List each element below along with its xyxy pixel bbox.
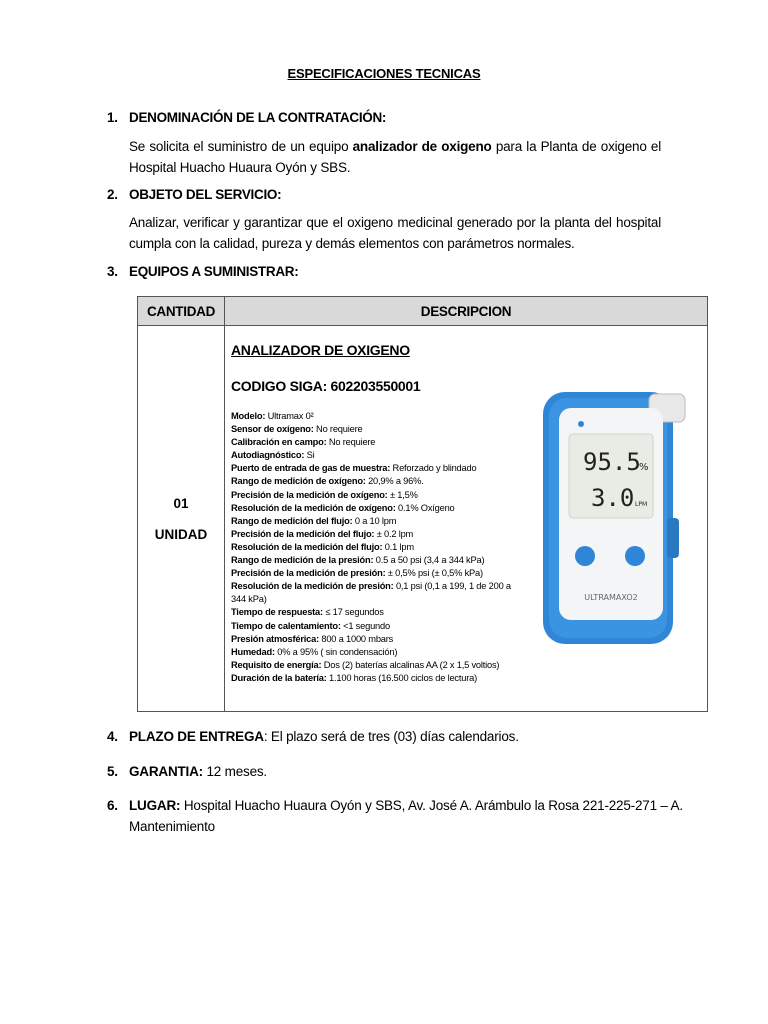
spec-line bbox=[231, 462, 521, 475]
spec-list bbox=[231, 410, 521, 685]
oxygen-analyzer-image bbox=[539, 388, 691, 648]
quantity-value: 01 bbox=[173, 495, 189, 511]
spec-key: Precisión de la medición de oxígeno: bbox=[231, 489, 388, 500]
spec-value: Dos (2) baterías alcalinas AA (2 x 1,5 voltios) bbox=[321, 659, 500, 670]
item-number: 4. bbox=[107, 729, 118, 744]
spec-value: 0.1% Oxígeno bbox=[395, 502, 455, 513]
section-1-heading bbox=[107, 110, 386, 125]
spec-line bbox=[231, 436, 521, 449]
spec-value: 0 a 10 lpm bbox=[352, 515, 397, 526]
spec-line bbox=[231, 541, 521, 554]
item-label: LUGAR: bbox=[129, 798, 181, 813]
spec-value: No requiere bbox=[313, 424, 363, 435]
spec-key: Calibración en campo: bbox=[231, 437, 327, 448]
spec-value: ± 0,5% psi (± 0,5% kPa) bbox=[385, 568, 483, 579]
spec-key: Rango de medición del flujo: bbox=[231, 515, 353, 526]
spec-value: 0.1 lpm bbox=[382, 541, 414, 552]
quantity-cell bbox=[138, 326, 225, 712]
item-number: 6. bbox=[107, 798, 118, 813]
spec-line bbox=[231, 423, 521, 436]
spec-key: Puerto de entrada de gas de muestra: bbox=[231, 463, 391, 474]
spec-key: Resolución de la medición de presión: bbox=[231, 581, 394, 592]
section-3-heading bbox=[107, 264, 298, 279]
section-number: 1. bbox=[107, 110, 118, 125]
item-text: : El plazo será de tres (03) días calendarios. bbox=[263, 729, 519, 744]
section-2-heading bbox=[107, 187, 281, 202]
column-header-cantidad: CANTIDAD bbox=[138, 297, 225, 326]
product-title: ANALIZADOR DE OXIGENO bbox=[231, 342, 410, 358]
spec-line bbox=[231, 672, 521, 685]
spec-line bbox=[231, 475, 521, 488]
lcd-unit-top: % bbox=[639, 462, 649, 473]
section-number: 2. bbox=[107, 187, 118, 202]
quantity-unit: UNIDAD bbox=[154, 526, 208, 542]
section-number: 3. bbox=[107, 264, 118, 279]
spec-line bbox=[231, 410, 521, 423]
para-bold-text: analizador de oxigeno bbox=[352, 139, 492, 154]
brand-label: ULTRAMAXO2 bbox=[584, 593, 638, 602]
spec-key: Rango de medición de la presión: bbox=[231, 555, 374, 566]
spec-value: 0,1 psi (0,1 a 199, 1 de 200 a 344 kPa) bbox=[231, 581, 511, 605]
spec-line bbox=[231, 659, 521, 672]
spec-value: 0% a 95% ( sin condensación) bbox=[274, 646, 398, 657]
spec-key: Precisión de la medición de presión: bbox=[231, 568, 386, 579]
spec-value: Reforzado y blindado bbox=[390, 463, 477, 474]
spec-key: Rango de medición de oxígeno: bbox=[231, 476, 366, 487]
item-label: GARANTIA: bbox=[129, 764, 203, 779]
spec-key: Duración de la batería: bbox=[231, 672, 327, 683]
lcd-reading-bottom: 3.0 bbox=[591, 484, 635, 512]
section-title: DENOMINACIÓN DE LA CONTRATACIÓN: bbox=[129, 110, 387, 125]
spec-value: 1.100 horas (16.500 ciclos de lectura) bbox=[326, 672, 477, 683]
description-cell bbox=[225, 326, 708, 712]
spec-line bbox=[231, 489, 521, 502]
item-5 bbox=[107, 764, 267, 779]
item-6 bbox=[107, 798, 683, 813]
spec-value: 20,9% a 96%. bbox=[365, 476, 424, 487]
spec-line bbox=[231, 567, 521, 580]
side-connector bbox=[667, 518, 679, 558]
spec-key: Presión atmosférica: bbox=[231, 633, 319, 644]
spec-value: Si bbox=[304, 450, 315, 461]
brand-logo-icon bbox=[578, 421, 584, 427]
lcd-unit-bottom: LPM bbox=[635, 501, 648, 508]
section-2-paragraph: Analizar, verificar y garantizar que el oxigeno medicinal generado por la planta del hospital cumpla con la calidad, pureza y demás elementos con parámetros normales. bbox=[129, 215, 661, 251]
para-text: Se solicita el suministro de un equipo bbox=[129, 139, 353, 154]
spec-key: Resolución de la medición del flujo: bbox=[231, 541, 383, 552]
spec-key: Humedad: bbox=[231, 646, 275, 657]
spec-value: ± 1,5% bbox=[387, 489, 418, 500]
spec-line bbox=[231, 633, 521, 646]
spec-line bbox=[231, 620, 521, 633]
spec-line bbox=[231, 502, 521, 515]
mode-button[interactable] bbox=[575, 546, 595, 566]
spec-key: Resolución de la medición de oxígeno: bbox=[231, 502, 396, 513]
item-text: 12 meses. bbox=[202, 764, 267, 779]
document-title: ESPECIFICACIONES TECNICAS bbox=[287, 66, 481, 81]
spec-value: 0.5 a 50 psi (3,4 a 344 kPa) bbox=[373, 555, 485, 566]
spec-value: 800 a 1000 mbars bbox=[318, 633, 394, 644]
section-title: OBJETO DEL SERVICIO: bbox=[129, 187, 282, 202]
spec-line bbox=[231, 449, 521, 462]
section-title: EQUIPOS A SUMINISTRAR: bbox=[129, 264, 299, 279]
spec-line bbox=[231, 554, 521, 567]
section-1-paragraph bbox=[129, 136, 661, 178]
spec-value: <1 segundo bbox=[340, 620, 390, 631]
spec-value: ≤ 17 segundos bbox=[322, 607, 384, 618]
spec-key: Precisión de la medición del flujo: bbox=[231, 528, 375, 539]
spec-key: Tiempo de calentamiento: bbox=[231, 620, 341, 631]
spec-line bbox=[231, 646, 521, 659]
spec-key: Sensor de oxígeno: bbox=[231, 424, 314, 435]
power-button[interactable] bbox=[625, 546, 645, 566]
spec-key: Tiempo de respuesta: bbox=[231, 607, 323, 618]
lcd-reading-top: 95.5 bbox=[583, 448, 641, 476]
product-code: CODIGO SIGA: 602203550001 bbox=[231, 378, 421, 394]
item-6-continuation: Mantenimiento bbox=[129, 819, 215, 834]
item-label: PLAZO DE ENTREGA bbox=[129, 729, 264, 744]
spec-line bbox=[231, 515, 521, 528]
spec-value: ± 0.2 lpm bbox=[374, 528, 414, 539]
spec-key: Modelo: bbox=[231, 411, 266, 421]
spec-line bbox=[231, 580, 521, 606]
spec-key: Requisito de energía: bbox=[231, 659, 322, 670]
item-4 bbox=[107, 729, 519, 744]
spec-value: No requiere bbox=[326, 437, 376, 448]
column-header-descripcion: DESCRIPCION bbox=[225, 297, 708, 326]
item-text: Hospital Huacho Huaura Oyón y SBS, Av. José A. Arámbulo la Rosa 221-225-271 – A. bbox=[180, 798, 683, 813]
spec-line bbox=[231, 528, 521, 541]
spec-line bbox=[231, 606, 521, 619]
spec-key: Autodiagnóstico: bbox=[231, 450, 305, 461]
item-number: 5. bbox=[107, 764, 118, 779]
para-text: para la Planta de oxigeno el Hospital Huacho Huaura Oyón y SBS. bbox=[129, 139, 662, 175]
equipment-table bbox=[137, 296, 708, 712]
spec-value: Ultramax 0² bbox=[265, 411, 314, 421]
